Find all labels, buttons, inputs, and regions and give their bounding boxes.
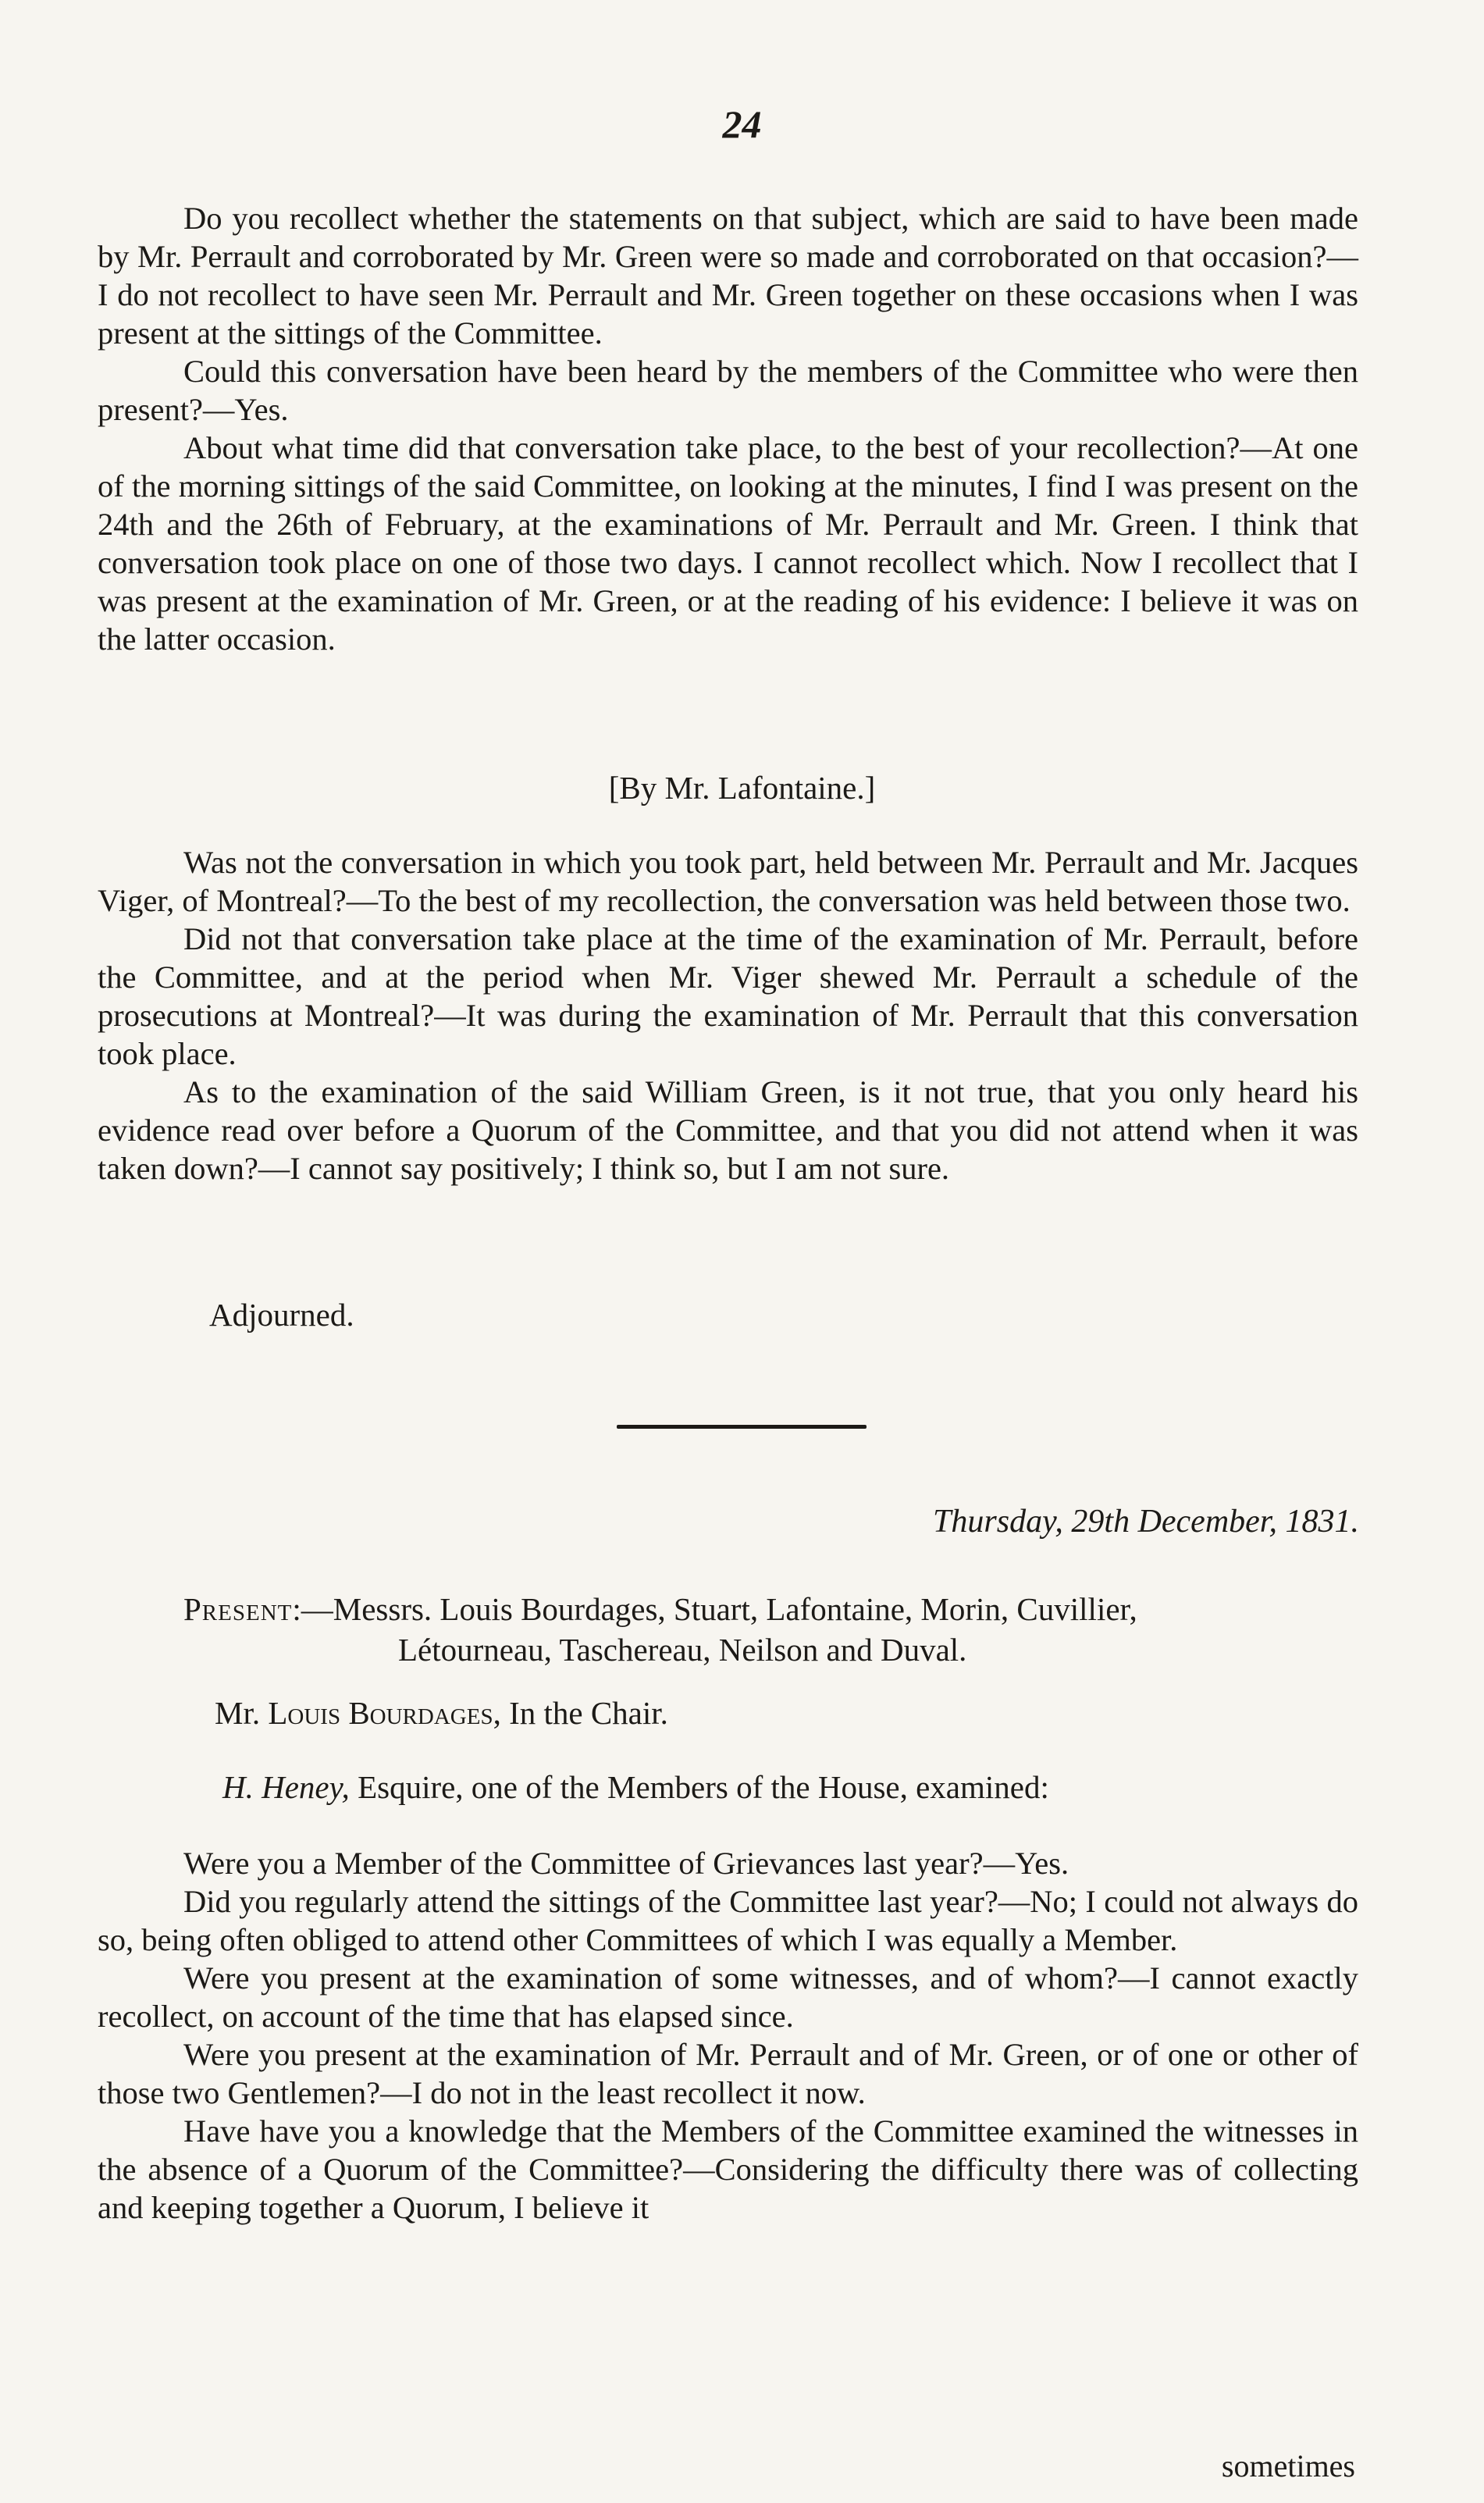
paragraph: Were you present at the examination of some witnesses, and of whom?—I cannot exactly recollect, on account of the time that has elapsed since. <box>98 1960 1358 2034</box>
paragraph: Did not that conversation take place at the time of the examination of Mr. Perrault, before the Committee, and at the period when Mr. Viger shewed Mr. Perrault a schedule of the prosecutions at Montreal?—It was during the examination of Mr. Perrault that this conversation took place. <box>98 921 1358 1071</box>
present-line-2: Létourneau, Taschereau, Neilson and Duval. <box>398 1632 967 1668</box>
chair-line <box>215 1694 668 1732</box>
page-number: 24 <box>722 102 762 146</box>
paragraph: Do you recollect whether the statements on that subject, which are said to have been made by Mr. Perrault and corroborated by Mr. Green were so made and corroborated on that occasion?—I do not recollect to have seen Mr. Perrault and Mr. Green together on these occasions when I was present at the sittings of the Committee. <box>98 201 1358 351</box>
chair-name: Louis Bourdages, <box>268 1695 501 1731</box>
present-label: Present <box>183 1591 293 1627</box>
paragraph: Was not the conversation in which you took part, held between Mr. Perrault and Mr. Jacques Viger, of Montreal?—To the best of my recollection, the conversation was held between those two. <box>98 845 1358 918</box>
witness-description: Esquire, one of the Members of the House, examined: <box>358 1769 1049 1805</box>
paragraph: Were you present at the examination of Mr. Perrault and of Mr. Green, or of one or other of those two Gentlemen?—I do not in the least recollect it now. <box>98 2037 1358 2110</box>
paragraph: Have have you a knowledge that the Members of the Committee examined the witnesses in the absence of a Quorum of the Committee?—Considering the difficulty there was of collecting and keeping together a Quorum, I believe it <box>98 2113 1358 2225</box>
present-members <box>183 1589 1362 1670</box>
witness-name: H. Heney, <box>222 1769 350 1805</box>
sitting-date: Thursday, 29th December, 1831. <box>933 1504 1359 1540</box>
testimony-section-3 <box>98 1844 1358 2227</box>
present-line-1: :—Messrs. Louis Bourdages, Stuart, Lafontaine, Morin, Cuvillier, <box>292 1591 1137 1627</box>
adjourned-note: Adjourned. <box>209 1297 354 1333</box>
paragraph: Were you a Member of the Committee of Grievances last year?—Yes. <box>183 1846 1069 1881</box>
witness-line <box>222 1768 1049 1806</box>
examiner-heading: [By Mr. Lafontaine.] <box>608 770 876 806</box>
chair-suffix: In the Chair. <box>509 1695 668 1731</box>
paragraph: About what time did that conversation take place, to the best of your recollection?—At one of the morning sittings of the said Committee, on looking at the minutes, I find I was present on the 24th and the 26th of February, at the examinations of Mr. Perrault and Mr. Green. I think that conversation took place on one of those two days. I cannot recollect which. Now I recollect that I was present at the examination of Mr. Green, or at the reading of his evidence: I believe it was on the latter occasion. <box>98 430 1358 657</box>
section-divider <box>617 1425 867 1429</box>
chair-prefix: Mr. <box>215 1695 261 1731</box>
catchword: sometimes <box>1221 2448 1355 2483</box>
paragraph: Could this conversation have been heard by the members of the Committee who were then present?—Yes. <box>98 354 1358 427</box>
paragraph: As to the examination of the said William Green, is it not true, that you only heard his evidence read over before a Quorum of the Committee, and that you did not attend when it was taken down?—I cannot say positively; I think so, but I am not sure. <box>98 1074 1358 1186</box>
testimony-section-1 <box>98 199 1358 658</box>
paragraph: Did you regularly attend the sittings of the Committee last year?—No; I could not always do so, being often obliged to attend other Committees of which I was equally a Member. <box>98 1884 1358 1957</box>
testimony-section-2 <box>98 843 1358 1187</box>
